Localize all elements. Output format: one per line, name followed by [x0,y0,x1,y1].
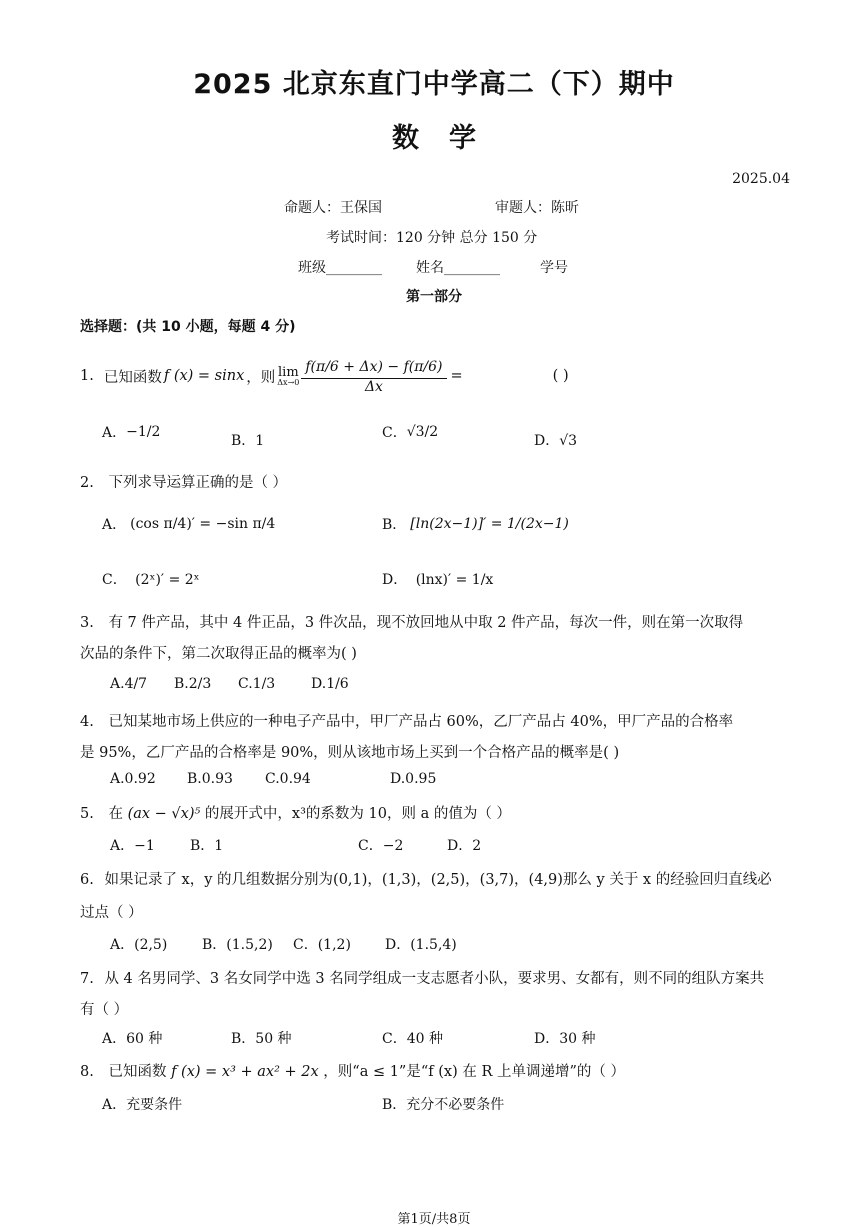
name-field [416,257,500,277]
question-number: 5. [80,806,94,822]
stem: 已知函数 [108,1064,167,1080]
answer-paren: ( ) [552,368,569,384]
q6-option-d[interactable]: D．(1.5,4) [385,937,457,953]
difference-quotient [301,357,446,394]
option-label: C. [238,676,253,692]
question-6-line-2: 过点（ ） [80,905,143,921]
stem: ，则“a ≤ 1”是“f (x) 在 R 上单调递增”的（ ） [323,1064,625,1080]
equals-sign: = [450,368,463,384]
id-label: 学号 [540,260,568,276]
option-value: 2/3 [188,676,212,692]
section-title: 选择题：(共 10 小题，每题 4 分) [80,319,296,335]
lim-subscript: Δx→0 [277,377,300,387]
question-number: 2. [80,475,94,491]
function-expr: f (x) = x³ + ax² + 2x [171,1064,319,1080]
q1-option-b[interactable]: B．1 [231,433,265,449]
option-value: −1/2 [126,424,161,440]
option-value: 1/3 [252,676,276,692]
option-expr: (2ˣ)′ = 2ˣ [135,572,200,588]
q4-option-a[interactable]: A.0.92 [110,771,156,787]
q7-option-b[interactable]: B．50 种 [231,1031,292,1047]
stem: ，则 [246,369,276,386]
binomial-expr: (ax − √x)⁵ [127,806,201,822]
q2-option-a[interactable] [102,508,275,540]
question-3 [80,611,743,632]
q3-option-d[interactable] [311,676,349,692]
q1-option-c[interactable] [382,422,438,442]
q4-option-c[interactable]: C.0.94 [265,771,311,787]
reviewer: 审题人：陈昕 [495,200,579,216]
stem-line-1: 如果记录了 x，y 的几组数据分别为(0,1)，(1,3)，(2,5)，(3,7)，(4,9)那么 y 关于 x 的经验回归直线必 [104,872,772,888]
question-3-line-2: 次品的条件下，第二次取得正品的概率为( ) [80,646,357,662]
option-label: B. [174,676,189,692]
q6-option-a[interactable]: A．(2,5) [110,937,168,953]
exam-info: 考试时间：120 分钟 总分 150 分 [326,230,538,246]
question-number: 6. [80,872,94,888]
stem-line-1: 已知某地市场上供应的一种电子产品中，甲厂产品占 60%，乙厂产品占 40%，甲厂产品的合格率 [108,714,734,730]
option-label: D． [382,572,408,588]
exam-title: 2025 北京东直门中学高二（下）期中 [193,69,675,100]
option-label: B． [382,517,407,533]
name-label: 姓名 [416,260,444,276]
q1-option-a[interactable] [102,422,160,442]
option-label: C． [382,425,407,441]
question-number: 7. [80,971,94,987]
q5-option-a[interactable]: A．−1 [110,838,155,854]
option-label: A． [102,425,127,441]
question-5 [80,802,511,823]
q1-option-d[interactable]: D．√3 [534,433,578,449]
stem: 在 [108,806,123,822]
q7-option-c[interactable]: C．40 种 [382,1031,443,1047]
option-expr: (cos π/4)′ = −sin π/4 [130,516,276,532]
question-2 [80,471,287,492]
stem-line-1: 从 4 名男同学、3 名女同学中选 3 名同学组成一支志愿者小队，要求男、女都有，则不同的组队方案共 [104,971,765,987]
option-value: 1/6 [326,676,349,692]
stem: 的展开式中，x³的系数为 10，则 a 的值为（ ） [204,806,511,822]
q2-option-b[interactable] [382,508,569,540]
stem-line-1: 有 7 件产品，其中 4 件正品，3 件次品，现不放回地从中取 2 件产品，每次一件，则在第一次取得 [108,615,744,631]
q6-option-c[interactable]: C．(1,2) [293,937,351,953]
q8-option-a[interactable]: A．充要条件 [102,1097,183,1113]
class-label: 班级 [298,260,326,276]
name-blank: ________ [444,260,500,276]
option-value: 4/7 [124,676,148,692]
question-6 [80,868,772,889]
exam-date: 2025.04 [732,171,790,187]
q4-option-b[interactable]: B.0.93 [187,771,233,787]
question-number: 1. [80,368,94,384]
q5-option-d[interactable]: D．2 [447,838,482,854]
question-number: 8. [80,1064,94,1080]
limit-operator [277,366,299,387]
q5-option-b[interactable]: B．1 [190,838,224,854]
question-7 [80,967,764,988]
q8-option-b[interactable]: B．充分不必要条件 [382,1097,505,1113]
option-expr: (lnx)′ = 1/x [415,572,494,588]
function-expr: f (x) = sinx [163,368,245,384]
numerator: f(π/6 + Δx) − f(π/6) [301,357,446,378]
lim-text: lim [278,364,299,380]
q7-option-d[interactable]: D．30 种 [534,1031,596,1047]
option-label: A． [102,517,127,533]
q3-option-c[interactable] [238,676,275,692]
q7-option-a[interactable]: A．60 种 [102,1031,163,1047]
question-8 [80,1060,625,1081]
option-label: A. [110,676,125,692]
q3-option-a[interactable] [110,676,147,692]
question-4-line-2: 是 95%，乙厂产品的合格率是 90%，则从该地市场上买到一个合格产品的概率是( ) [80,745,620,761]
proposer: 命题人：王保国 [284,200,382,216]
option-expr: [ln(2x−1)]′ = 1/(2x−1) [410,516,569,532]
stem: 下列求导运算正确的是（ ） [108,475,288,491]
denominator: Δx [364,378,383,395]
question-number: 4. [80,714,94,730]
stem: 已知函数 [103,369,162,386]
q2-option-c[interactable] [102,569,200,589]
page-footer: 第1页/共8页 [397,1212,471,1227]
question-7-line-2: 有（ ） [80,1002,129,1018]
q6-option-b[interactable]: B．(1.5,2) [202,937,273,953]
subject-title: 数学 [392,123,506,154]
question-1 [80,344,569,408]
q3-option-b[interactable] [174,676,211,692]
question-4 [80,710,733,731]
option-label: D. [311,676,327,692]
q2-option-d[interactable] [382,569,493,589]
class-blank: ________ [326,260,382,276]
q5-option-c[interactable]: C．−2 [358,838,404,854]
class-field [298,257,382,277]
part-title: 第一部分 [406,289,462,305]
option-value: √3/2 [406,424,439,440]
q4-option-d[interactable]: D.0.95 [390,771,437,787]
option-label: C． [102,572,127,588]
question-number: 3. [80,615,94,631]
